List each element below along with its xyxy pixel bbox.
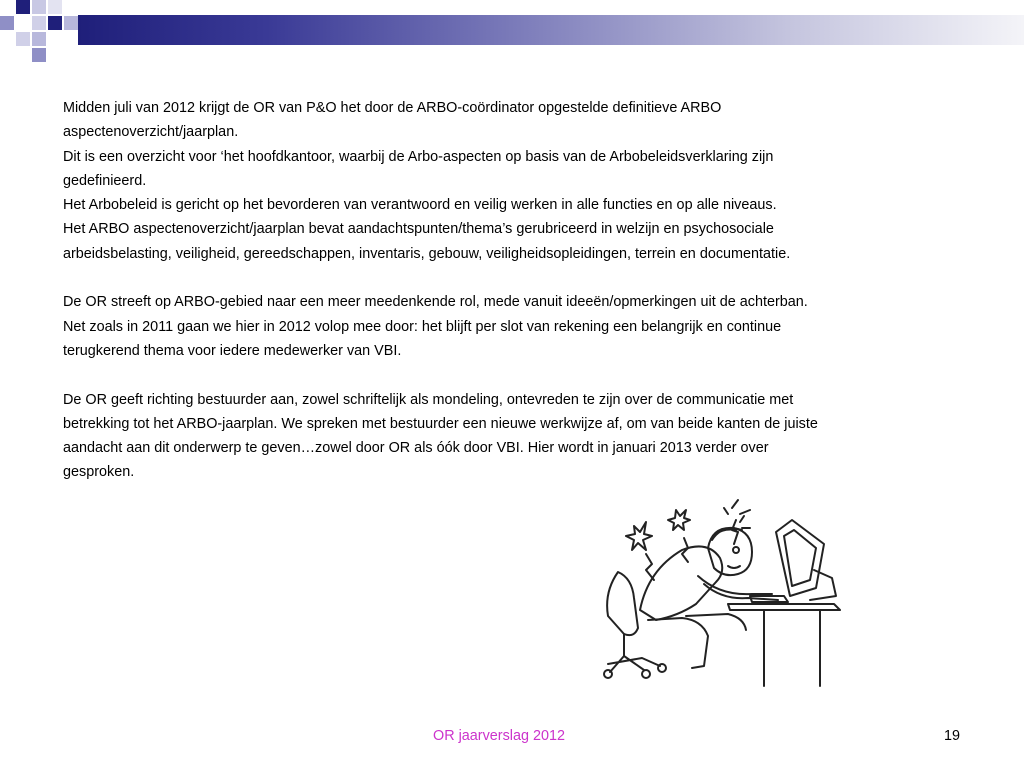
- text-line: Midden juli van 2012 krijgt de OR van P&O het door de ARBO-coördinator opgestelde definitieve ARBO: [63, 100, 722, 116]
- header-square: [48, 16, 62, 30]
- paragraph: [63, 388, 973, 485]
- text-line: terugkerend thema voor iedere medewerker van VBI.: [63, 342, 402, 359]
- text-line: Het ARBO aspectenoverzicht/jaarplan bevat aandachtspunten/thema’s gerubriceerd in welzijn en psychosociale: [63, 221, 774, 238]
- paragraph-spacer: [63, 363, 973, 387]
- header-square: [48, 0, 62, 14]
- text-line: De OR geeft richting bestuurder aan, zowel schriftelijk als mondeling, ontevreden te zijn over de communicatie met: [63, 391, 794, 408]
- header-square: [64, 16, 78, 30]
- header-square: [32, 48, 46, 62]
- header-square: [16, 0, 30, 14]
- text-line: aspectenoverzicht/jaarplan.: [63, 124, 239, 141]
- page-number: 19: [944, 728, 961, 744]
- text-line: gedefinieerd.: [63, 172, 147, 189]
- text-line: gesproken.: [63, 464, 135, 481]
- paragraph: [63, 96, 973, 266]
- text-line: De OR streeft op ARBO-gebied naar een meer meedenkende rol, mede vanuit ideeën/opmerkingen uit de achterban.: [63, 294, 808, 311]
- slide-body: [63, 96, 973, 485]
- header-square: [16, 16, 30, 30]
- stressed-office-worker-icon: [588, 492, 850, 692]
- text-line: betrekking tot het ARBO-jaarplan. We spreken met bestuurder een nieuwe werkwijze af, om van beide kanten de juiste: [63, 415, 818, 432]
- text-line: Dit is een overzicht voor ‘het hoofdkantoor, waarbij de Arbo-aspecten op basis van de Arbobeleidsverklaring zijn: [63, 148, 774, 165]
- footer-title: OR jaarverslag 2012: [433, 728, 565, 744]
- paragraph-spacer: [63, 266, 973, 290]
- header-square: [16, 32, 30, 46]
- header-square: [32, 32, 46, 46]
- text-line: Net zoals in 2011 gaan we hier in 2012 volop mee door: het blijft per slot van rekening een belangrijk en continue: [63, 318, 782, 335]
- text-line: arbeidsbelasting, veiligheid, gereedschappen, inventaris, gebouw, veiligheidsopleidingen, terrein en documentatie.: [63, 245, 791, 262]
- header-square: [32, 0, 46, 14]
- paragraph: [63, 290, 973, 363]
- header-gradient-bar: [78, 15, 1024, 45]
- text-line: aandacht aan dit onderwerp te geven…zowel door OR als óók door VBI. Hier wordt in januari 2013 verder over: [63, 440, 769, 457]
- header-square: [0, 16, 14, 30]
- text-line: Het Arbobeleid is gericht op het bevorderen van verantwoord en veilig werken in alle functies en op alle niveaus.: [63, 197, 777, 214]
- header-square: [32, 16, 46, 30]
